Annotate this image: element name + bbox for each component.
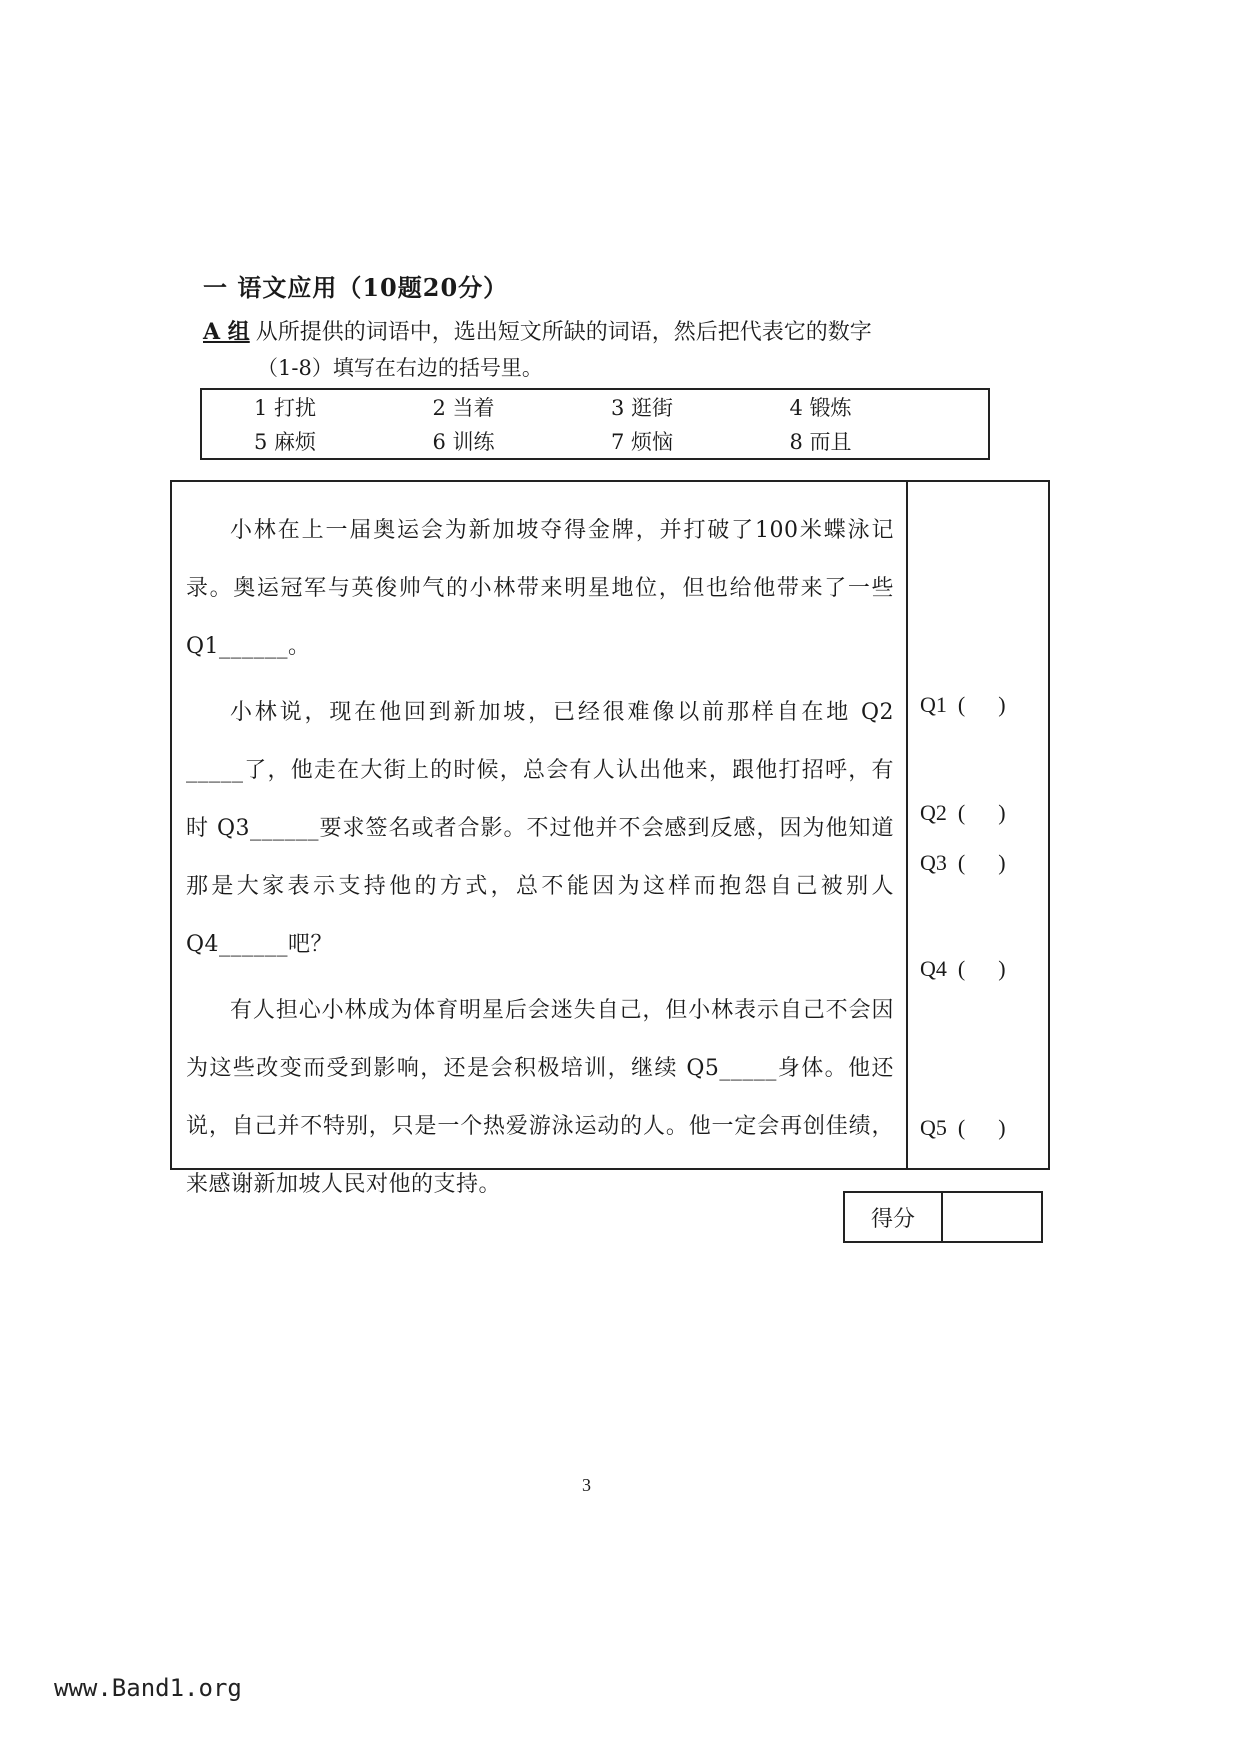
answer-q3[interactable]: Q3 ( ): [920, 850, 1006, 875]
page-number: 3: [582, 1475, 591, 1495]
word-bank-item: 6 训练: [432, 430, 495, 454]
answer-q5[interactable]: Q5 ( ): [920, 1115, 1006, 1140]
answer-q2[interactable]: Q2 ( ): [920, 800, 1006, 825]
group-label: A 组: [203, 319, 250, 345]
answer-q4[interactable]: Q4 ( ): [920, 956, 1006, 981]
word-bank-grid: [202, 390, 988, 458]
passage-box: [170, 480, 1050, 1197]
answer-column: [908, 482, 1048, 1168]
passage-paragraph-2: 小林说，现在他回到新加坡，已经很难像以前那样自在地 Q2 _____了，他走在大街上的时候，总会有人认出他来，跟他打招呼，有时 Q3______要求签名或者合影。不过他并不会感到反感，因为他知道那是大家表示支持他的方式，总不能因为这样而抱怨自己被别人 Q4______吧？: [186, 700, 894, 957]
word-bank-item: 1 打扰: [254, 396, 317, 420]
passage-text: [172, 482, 908, 1197]
section-title: 一 语文应用（10题20分）: [203, 273, 509, 302]
word-bank-item: 2 当着: [432, 396, 495, 420]
word-bank-item: 3 逛街: [611, 396, 674, 420]
score-box: [843, 1191, 1043, 1243]
answer-q1[interactable]: Q1 ( ): [920, 692, 1006, 717]
word-bank-item: 7 烦恼: [611, 430, 674, 454]
word-bank-item: 8 而且: [789, 430, 852, 454]
score-label: 得分: [845, 1193, 943, 1241]
instruction-line-1: [203, 315, 872, 346]
word-bank-item: 5 麻烦: [254, 430, 317, 454]
instruction-text-1: 从所提供的词语中，选出短文所缺的词语，然后把代表它的数字: [255, 320, 872, 345]
word-bank-item: 4 锻炼: [789, 396, 852, 420]
passage-paragraph-1: 小林在上一届奥运会为新加坡夺得金牌，并打破了100米蝶泳记录。奥运冠军与英俊帅气的小林带来明星地位，但也给他带来了一些 Q1______。: [186, 518, 894, 659]
instruction-line-2: （1-8）填写在右边的括号里。: [257, 356, 543, 380]
passage-paragraph-3: 有人担心小林成为体育明星后会迷失自己，但小林表示自己不会因为这些改变而受到影响，还是会积极培训，继续 Q5_____身体。他还说，自己并不特别，只是一个热爱游泳运动的人。他一定会再创佳绩，来感谢新加坡人民对他的支持。: [186, 998, 894, 1197]
score-value-field[interactable]: [943, 1193, 1041, 1241]
footer-url: www.Band1.org: [54, 1674, 242, 1702]
word-bank-box: [200, 388, 990, 460]
